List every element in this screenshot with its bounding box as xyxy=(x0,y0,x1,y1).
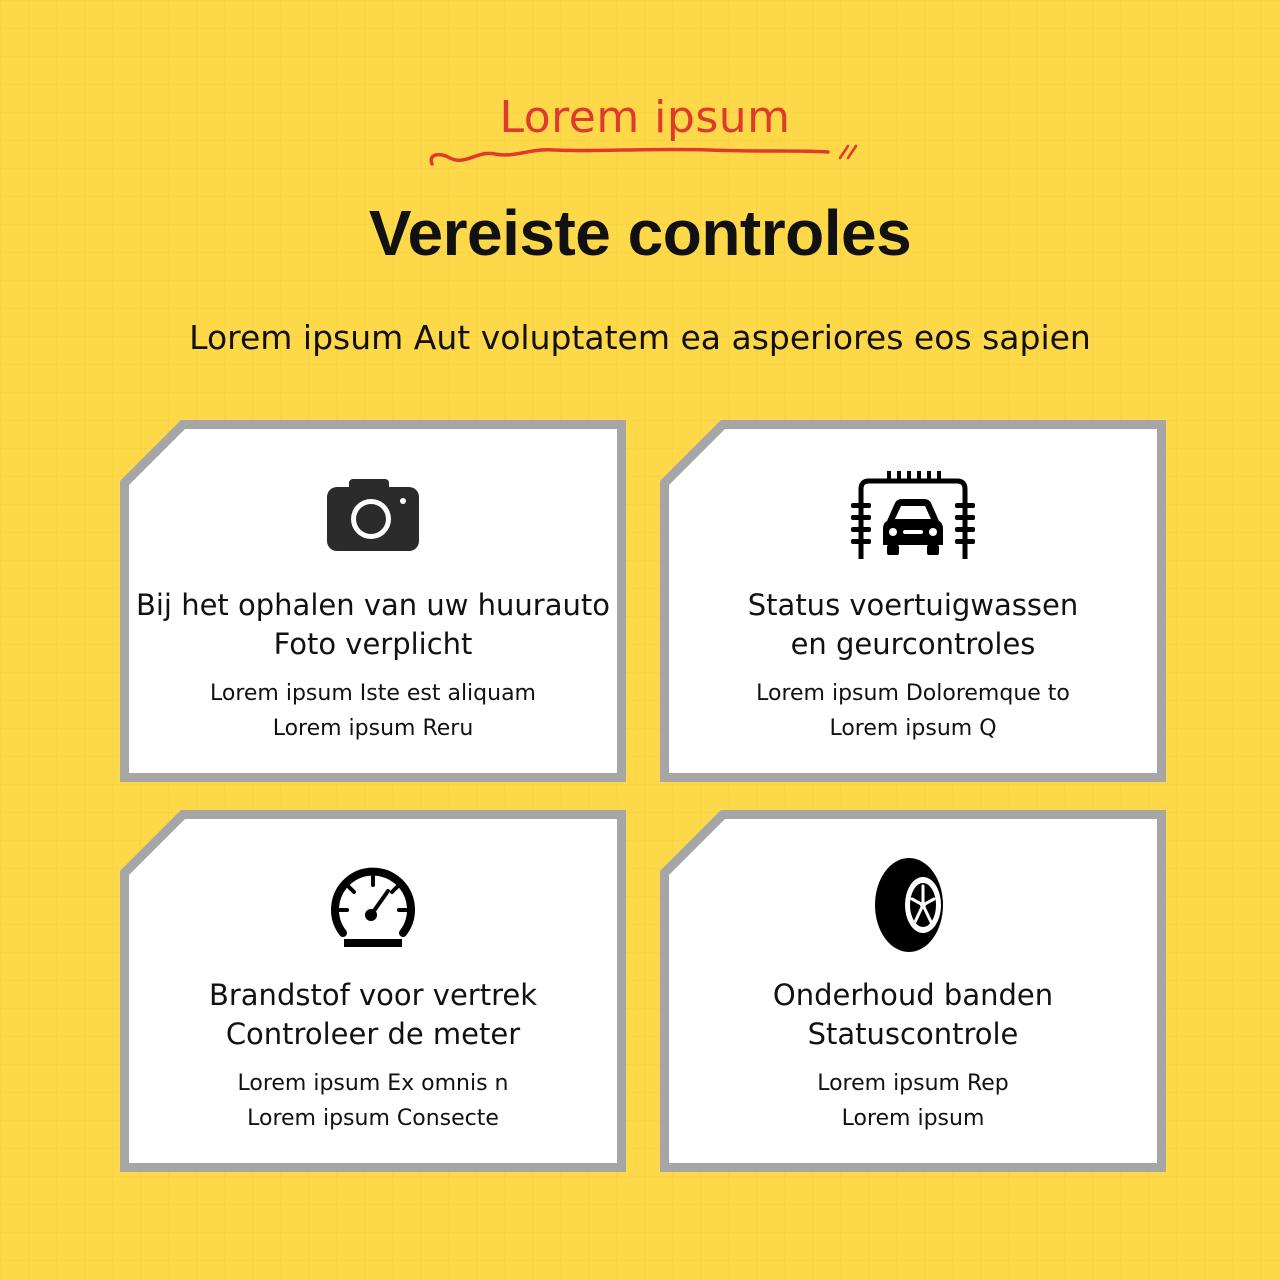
card-title-line: Onderhoud banden xyxy=(772,978,1054,1012)
card-fuel-check xyxy=(120,810,626,1172)
card-description xyxy=(660,1066,1166,1136)
card-title xyxy=(654,976,1172,1054)
card-title-line: Foto verplicht xyxy=(273,627,473,661)
card-desc-line: Lorem ipsum Ex omnis n xyxy=(237,1071,509,1096)
page-title: Vereiste controles xyxy=(368,197,912,269)
card-car-wash xyxy=(660,420,1166,782)
card-description xyxy=(120,676,626,746)
tire-icon xyxy=(660,860,1166,950)
card-desc-line: Lorem ipsum xyxy=(841,1106,985,1131)
card-desc-line: Lorem ipsum Consecte xyxy=(247,1106,499,1131)
squiggle-underline-decoration xyxy=(420,92,870,182)
card-title-line: Brandstof voor vertrek xyxy=(208,978,538,1012)
card-title-line: en geurcontroles xyxy=(790,627,1036,661)
speedometer-icon xyxy=(120,860,626,950)
card-title xyxy=(654,586,1172,664)
card-title-line: Statuscontrole xyxy=(807,1017,1019,1051)
page-subtitle: Lorem ipsum Aut voluptatem ea asperiores eos sapien xyxy=(189,318,1091,357)
card-title-line: Controleer de meter xyxy=(225,1017,521,1051)
card-title xyxy=(114,976,632,1054)
car-wash-icon xyxy=(660,470,1166,560)
script-heading-text: Lorem ipsum xyxy=(499,92,791,143)
card-desc-line: Lorem ipsum Q xyxy=(829,716,997,741)
card-description xyxy=(120,1066,626,1136)
card-desc-line: Lorem ipsum Rep xyxy=(817,1071,1009,1096)
card-title xyxy=(114,586,632,664)
card-photo-check xyxy=(120,420,626,782)
card-description xyxy=(660,676,1166,746)
card-title-line: Bij het ophalen van uw huurauto xyxy=(135,588,610,622)
card-tire-check xyxy=(660,810,1166,1172)
camera-icon xyxy=(120,470,626,560)
card-desc-line: Lorem ipsum Doloremque to xyxy=(756,681,1070,706)
card-desc-line: Lorem ipsum Reru xyxy=(272,716,474,741)
script-heading xyxy=(420,92,870,182)
card-title-line: Status voertuigwassen xyxy=(747,588,1079,622)
card-desc-line: Lorem ipsum Iste est aliquam xyxy=(209,681,536,706)
